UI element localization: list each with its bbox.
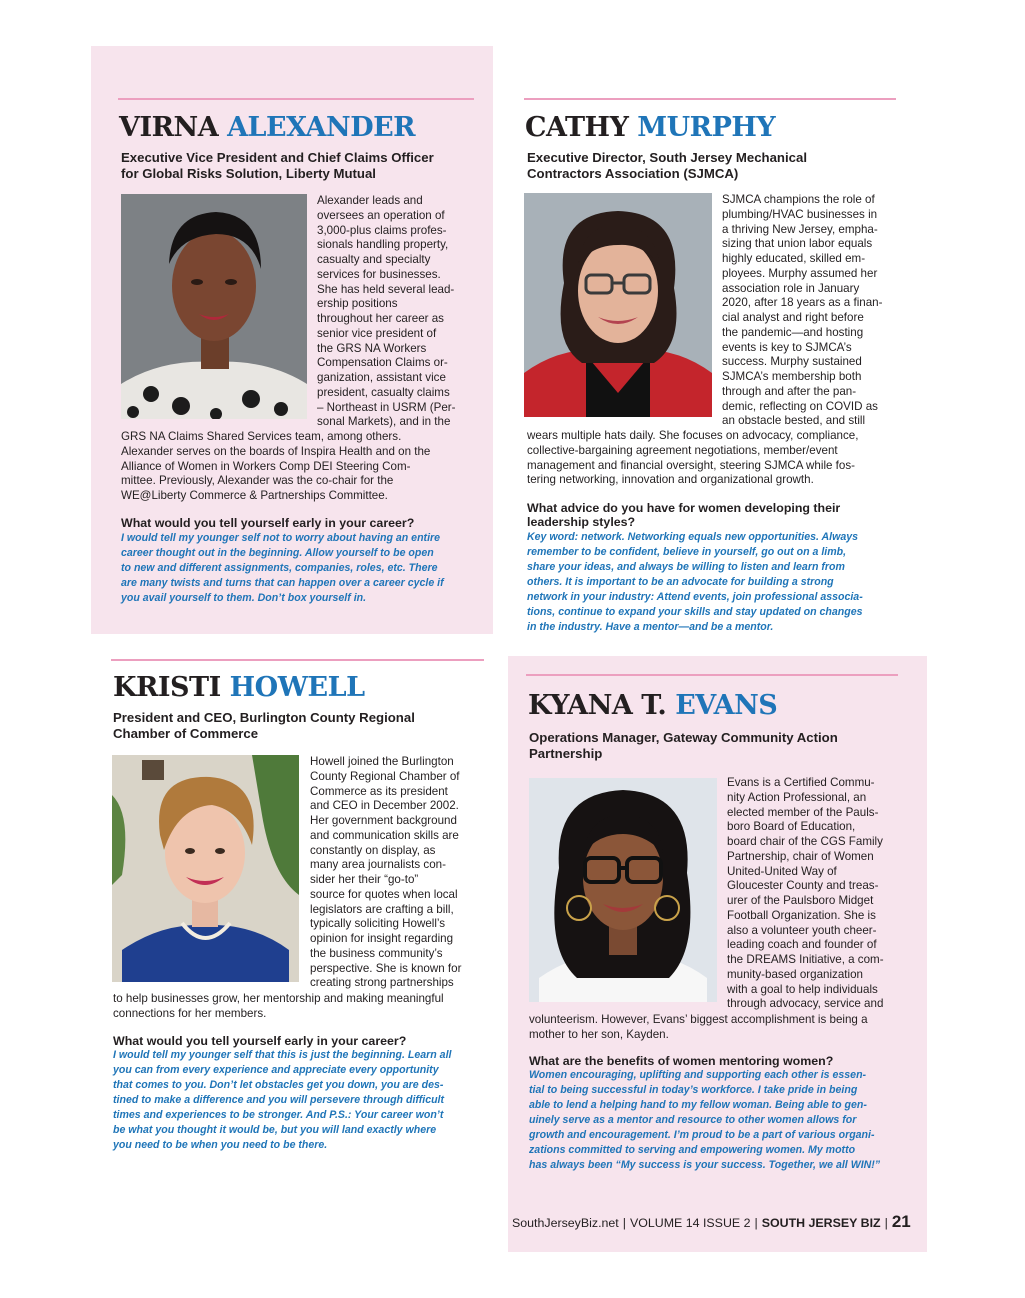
- question-line: What advice do you have for women developing their: [527, 501, 841, 515]
- answer-line: has always been “My success is your success. Together, we all WIN!”: [529, 1159, 881, 1171]
- text-line: Compensation Claims or-: [317, 356, 448, 370]
- page-number: 21: [891, 1212, 911, 1231]
- text-line: perspective. She is known for: [310, 961, 462, 975]
- answer-line: times and experiences to be stronger. And P.S.: Your career won’t: [113, 1109, 444, 1121]
- text-line: collective-bargaining agreement negotiations, member/event: [527, 443, 838, 457]
- text-line: tering networking, innovation and organizational growth.: [527, 473, 814, 487]
- bio-full-text: [113, 992, 444, 1022]
- interview-answer: [121, 531, 444, 606]
- text-line: SJMCA’s membership both: [722, 370, 862, 383]
- answer-line: Key word: network. Networking equals new opportunities. Always: [527, 531, 859, 543]
- answer-line: tions, continue to expand your skills and stay updated on changes: [527, 606, 863, 618]
- question-line: leadership styles?: [527, 515, 636, 529]
- text-line: events is key to SJMCA’s: [722, 340, 852, 354]
- answer-line: remember to be confident, believe in yourself, go out on a limb,: [527, 546, 847, 558]
- text-line: through and after the pan-: [722, 384, 857, 398]
- answer-line: you need to be when you need to be there.: [113, 1139, 328, 1151]
- text-line: an obstacle bested, and still: [722, 414, 866, 428]
- footer-magazine: SOUTH JERSEY BIZ: [761, 1216, 881, 1230]
- text-line: cial analyst and right before: [722, 311, 864, 324]
- text-line: the GRS NA Workers: [317, 341, 427, 355]
- answer-line: tial to being successful in today’s workforce. I take pride in being: [529, 1084, 858, 1096]
- text-line: services for businesses.: [317, 267, 441, 281]
- text-line: success. Murphy sustained: [722, 355, 862, 369]
- text-line: creating strong partnerships: [310, 976, 454, 990]
- bio-full-text: [527, 429, 858, 488]
- text-line: plumbing/HVAC businesses in: [722, 207, 878, 221]
- title-line: Chamber of Commerce: [113, 725, 259, 741]
- answer-line: be what you thought it would be, but you will land exactly where: [113, 1124, 437, 1136]
- text-line: Alexander serves on the boards of Inspira Health and on the: [121, 444, 431, 458]
- text-line: wears multiple hats daily. She focuses on advocacy, compliance,: [527, 429, 859, 442]
- text-line: urer of the Paulsboro Midget: [727, 894, 874, 907]
- last-name: MURPHY: [637, 112, 776, 143]
- text-line: board chair of the CGS Family: [727, 835, 883, 848]
- text-line: Howell joined the Burlington: [310, 755, 454, 768]
- text-line: SJMCA champions the role of: [722, 193, 875, 206]
- text-line: Evans is a Certified Commu-: [727, 776, 875, 789]
- interview-answer: [529, 1068, 880, 1173]
- first-name: KYANA T.: [528, 690, 667, 721]
- text-line: elected member of the Pauls-: [727, 805, 879, 819]
- text-line: munity-based organization: [727, 967, 863, 981]
- text-line: typically soliciting Howell’s: [310, 917, 446, 931]
- answer-line: I would tell my younger self that this is just the beginning. Learn all: [113, 1049, 452, 1061]
- section-rule: [118, 98, 474, 100]
- answer-line: you avail yourself to them. Don’t box yourself in.: [121, 592, 367, 604]
- text-line: through advocacy, service and: [727, 997, 884, 1011]
- title-line: President and CEO, Burlington County Regional: [113, 710, 415, 725]
- bio-side-text: [722, 193, 882, 429]
- profile-name: [119, 114, 415, 141]
- profile-title: [121, 150, 434, 181]
- text-line: oversees an operation of: [317, 208, 445, 222]
- text-line: demic, reflecting on COVID as: [722, 399, 878, 413]
- text-line: to help businesses grow, her mentorship and making meaningful: [113, 992, 444, 1005]
- profile-name: [113, 674, 365, 701]
- section-rule: [524, 98, 896, 100]
- interview-answer: [527, 530, 863, 635]
- question-line: What would you tell yourself early in your career?: [113, 1034, 407, 1048]
- title-line: Partnership: [529, 745, 603, 761]
- portrait-photo-alexander: [121, 194, 307, 419]
- title-line: Executive Vice President and Chief Claims Officer: [121, 150, 434, 165]
- text-line: Football Organization. She is: [727, 908, 876, 922]
- text-line: sionals handling property,: [317, 238, 449, 252]
- text-line: connections for her members.: [113, 1006, 267, 1020]
- answer-line: to new and different assignments, companies, roles, etc. There: [121, 562, 438, 574]
- text-line: Alexander leads and: [317, 194, 423, 207]
- first-name: KRISTI: [113, 672, 221, 703]
- profile-name: [525, 114, 775, 141]
- answer-line: growth and encouragement. I’m proud to be a part of various organi-: [529, 1129, 875, 1141]
- text-line: with a goal to help individuals: [727, 982, 878, 996]
- text-line: sizing that union labor equals: [722, 237, 873, 251]
- text-line: mittee. Previously, Alexander was the co-chair for the: [121, 474, 394, 488]
- text-line: 3,000-plus claims profes-: [317, 223, 447, 237]
- text-line: sonal Markets), and in the: [317, 415, 451, 429]
- answer-line: able to lend a helping hand to my fellow woman. Being able to gen-: [529, 1099, 867, 1111]
- text-line: United-United Way of: [727, 864, 837, 878]
- text-line: many area journalists con-: [310, 858, 446, 872]
- text-line: the DREAMS Initiative, a com-: [727, 953, 884, 966]
- text-line: also a volunteer youth cheer-: [727, 923, 877, 937]
- answer-line: are many twists and turns that can happen over a career cycle if: [121, 577, 444, 589]
- text-line: Alliance of Women in Workers Comp DEI Steering Com-: [121, 459, 411, 473]
- bio-side-text: [727, 776, 884, 1012]
- footer-separator: |: [622, 1216, 626, 1230]
- interview-question: [529, 1054, 833, 1068]
- text-line: the pandemic—and hosting: [722, 325, 864, 339]
- page-footer: [512, 1212, 911, 1232]
- text-line: Partnership, chair of Women: [727, 849, 874, 863]
- footer-separator: |: [884, 1216, 888, 1230]
- answer-line: you can from every experience and appreciate every opportunity: [113, 1064, 439, 1076]
- text-line: constantly on display, as: [310, 843, 436, 857]
- text-line: highly educated, skilled em-: [722, 252, 866, 265]
- text-line: Her government background: [310, 814, 457, 827]
- text-line: senior vice president of: [317, 326, 437, 340]
- answer-line: zations committed to serving and empowering women. My motto: [529, 1144, 856, 1156]
- text-line: volunteerism. However, Evans’ biggest accomplishment is being a: [529, 1013, 868, 1026]
- interview-question: [113, 1034, 406, 1048]
- section-rule: [526, 674, 898, 676]
- text-line: mother to her son, Kayden.: [529, 1027, 669, 1041]
- text-line: County Regional Chamber of: [310, 769, 460, 783]
- text-line: and communication skills are: [310, 828, 459, 842]
- bio-side-text: [317, 194, 456, 430]
- answer-line: in the industry. Have a mentor—and be a mentor.: [527, 621, 774, 633]
- bio-full-text: [529, 1013, 868, 1043]
- answer-line: uinely serve as a mentor and resource to other women allows for: [529, 1114, 857, 1126]
- text-line: management and financial oversight, steering SJMCA while fos-: [527, 458, 856, 472]
- answer-line: that comes to you. Don’t let obstacles get you down, you are des-: [113, 1079, 444, 1091]
- answer-line: Women encouraging, uplifting and supporting each other is essen-: [529, 1069, 867, 1081]
- section-rule: [111, 659, 484, 661]
- answer-line: career thought out in the beginning. Allow yourself to be open: [121, 547, 434, 559]
- text-line: sider her their “go-to”: [310, 873, 419, 886]
- text-line: GRS NA Claims Shared Services team, among others.: [121, 430, 402, 443]
- text-line: 2020, after 18 years as a finan-: [722, 296, 883, 310]
- interview-question: [121, 516, 414, 530]
- text-line: the business community’s: [310, 946, 443, 960]
- text-line: Commerce as its president: [310, 784, 448, 798]
- title-line: for Global Risks Solution, Liberty Mutual: [121, 165, 376, 181]
- text-line: and CEO in December 2002.: [310, 799, 459, 813]
- text-line: – Northeast in USRM (Per-: [317, 400, 456, 414]
- text-line: boro Board of Education,: [727, 820, 856, 834]
- text-line: Gloucester County and treas-: [727, 879, 879, 893]
- text-line: ership positions: [317, 297, 398, 311]
- question-line: What would you tell yourself early in your career?: [121, 516, 415, 530]
- first-name: CATHY: [525, 112, 629, 143]
- text-line: She has held several lead-: [317, 282, 455, 296]
- bio-full-text: [121, 430, 430, 504]
- text-line: source for quotes when local: [310, 887, 458, 901]
- text-line: throughout her career as: [317, 312, 444, 325]
- last-name: EVANS: [675, 690, 778, 721]
- footer-issue: VOLUME 14 ISSUE 2: [629, 1216, 751, 1230]
- title-line: Operations Manager, Gateway Community Action: [529, 730, 838, 745]
- text-line: association role in January: [722, 281, 860, 295]
- text-line: legislators are crafting a bill,: [310, 902, 454, 916]
- footer-separator: |: [754, 1216, 758, 1230]
- text-line: casualty and specialty: [317, 253, 431, 266]
- text-line: leading coach and founder of: [727, 938, 877, 952]
- text-line: a thriving New Jersey, empha-: [722, 222, 878, 236]
- answer-line: others. It is important to be an advocate for building a strong: [527, 576, 834, 588]
- text-line: ployees. Murphy assumed her: [722, 266, 878, 280]
- title-line: Contractors Association (SJMCA): [527, 165, 739, 181]
- text-line: opinion for insight regarding: [310, 932, 454, 945]
- last-name: ALEXANDER: [227, 112, 416, 143]
- answer-line: I would tell my younger self not to worry about having an entire: [121, 532, 441, 544]
- text-line: president, casualty claims: [317, 385, 450, 399]
- first-name: VIRNA: [119, 112, 219, 143]
- profile-title: [529, 730, 838, 761]
- interview-question: [527, 501, 840, 529]
- text-line: WE@Liberty Commerce & Partnerships Committee.: [121, 489, 388, 502]
- footer-site: SouthJerseyBiz.net: [512, 1216, 619, 1230]
- profile-title: [527, 150, 807, 181]
- text-line: nity Action Professional, an: [727, 790, 867, 804]
- portrait-photo-evans: [529, 778, 717, 1002]
- answer-line: share your ideas, and always be willing to listen and learn from: [527, 561, 845, 573]
- last-name: HOWELL: [229, 672, 365, 703]
- bio-side-text: [310, 755, 461, 991]
- profile-title: [113, 710, 415, 741]
- interview-answer: [113, 1048, 451, 1153]
- text-line: ganization, assistant vice: [317, 371, 446, 384]
- portrait-photo-murphy: [524, 193, 712, 417]
- answer-line: network in your industry: Attend events, join professional associa-: [527, 591, 863, 603]
- portrait-photo-howell: [112, 755, 299, 982]
- answer-line: tined to make a difference and you will persevere through difficult: [113, 1094, 445, 1106]
- question-line: What are the benefits of women mentoring women?: [529, 1054, 834, 1068]
- profile-name: [528, 692, 777, 719]
- title-line: Executive Director, South Jersey Mechanical: [527, 150, 807, 165]
